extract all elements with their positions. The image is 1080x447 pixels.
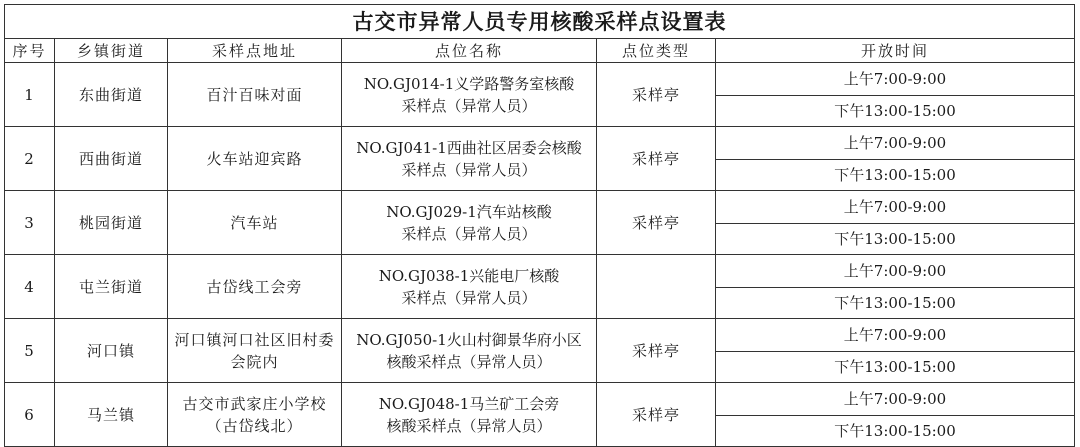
point-name-line-1: NO.GJ029-1汽车站核酸 xyxy=(386,202,552,221)
row-morning-time: 上午7:00-9:00 xyxy=(716,191,1075,224)
header-township: 乡镇街道 xyxy=(55,39,168,63)
row-point-type: 采样亭 xyxy=(597,127,716,191)
row-afternoon-time: 下午13:00-15:00 xyxy=(716,224,1075,255)
row-morning-time: 上午7:00-9:00 xyxy=(716,383,1075,416)
point-name-line-2: 采样点（异常人员） xyxy=(401,288,537,307)
row-address: 河口镇河口社区旧村委会院内 xyxy=(168,319,342,383)
table-row xyxy=(5,255,1075,288)
header-index: 序号 xyxy=(5,39,55,63)
point-name-line-2: 核酸采样点（异常人员） xyxy=(386,416,552,435)
sampling-points-sheet xyxy=(4,4,1074,440)
point-name-line-1: NO.GJ050-1火山村御景华府小区 xyxy=(356,330,582,349)
row-index: 5 xyxy=(5,319,55,383)
row-point-name xyxy=(342,319,597,383)
row-point-type xyxy=(597,255,716,319)
row-index: 6 xyxy=(5,383,55,447)
row-morning-time: 上午7:00-9:00 xyxy=(716,255,1075,288)
row-point-name xyxy=(342,191,597,255)
row-address: 火车站迎宾路 xyxy=(168,127,342,191)
table-title: 古交市异常人员专用核酸采样点设置表 xyxy=(5,5,1075,39)
point-name-line-1: NO.GJ048-1马兰矿工会旁 xyxy=(378,394,560,413)
row-index: 1 xyxy=(5,63,55,127)
row-address: 古交市武家庄小学校（古岱线北） xyxy=(168,383,342,447)
row-point-name xyxy=(342,255,597,319)
row-afternoon-time: 下午13:00-15:00 xyxy=(716,288,1075,319)
row-index: 3 xyxy=(5,191,55,255)
sampling-points-table xyxy=(4,4,1075,447)
header-row xyxy=(5,39,1075,63)
row-afternoon-time: 下午13:00-15:00 xyxy=(716,96,1075,127)
row-township: 桃园街道 xyxy=(55,191,168,255)
row-point-type: 采样亭 xyxy=(597,319,716,383)
row-point-type: 采样亭 xyxy=(597,191,716,255)
row-address: 汽车站 xyxy=(168,191,342,255)
point-name-line-2: 采样点（异常人员） xyxy=(401,96,537,115)
row-township: 屯兰街道 xyxy=(55,255,168,319)
header-point-name: 点位名称 xyxy=(342,39,597,63)
header-address: 采样点地址 xyxy=(168,39,342,63)
row-township: 马兰镇 xyxy=(55,383,168,447)
row-point-name xyxy=(342,63,597,127)
point-name-line-1: NO.GJ014-1义学路警务室核酸 xyxy=(363,74,575,93)
row-point-name xyxy=(342,127,597,191)
row-afternoon-time: 下午13:00-15:00 xyxy=(716,160,1075,191)
row-index: 2 xyxy=(5,127,55,191)
title-row xyxy=(5,5,1075,39)
row-township: 西曲街道 xyxy=(55,127,168,191)
table-row xyxy=(5,319,1075,352)
table-row xyxy=(5,383,1075,416)
table-row xyxy=(5,63,1075,96)
row-township: 东曲街道 xyxy=(55,63,168,127)
row-address: 百汁百味对面 xyxy=(168,63,342,127)
row-afternoon-time: 下午13:00-15:00 xyxy=(716,352,1075,383)
point-name-line-2: 核酸采样点（异常人员） xyxy=(386,352,552,371)
row-point-name xyxy=(342,383,597,447)
row-morning-time: 上午7:00-9:00 xyxy=(716,319,1075,352)
table-row xyxy=(5,191,1075,224)
row-point-type: 采样亭 xyxy=(597,63,716,127)
row-township: 河口镇 xyxy=(55,319,168,383)
point-name-line-2: 采样点（异常人员） xyxy=(401,224,537,243)
header-open-time: 开放时间 xyxy=(716,39,1075,63)
row-index: 4 xyxy=(5,255,55,319)
point-name-line-1: NO.GJ041-1西曲社区居委会核酸 xyxy=(356,138,582,157)
point-name-line-2: 采样点（异常人员） xyxy=(401,160,537,179)
point-name-line-1: NO.GJ038-1兴能电厂核酸 xyxy=(378,266,560,285)
row-address: 古岱线工会旁 xyxy=(168,255,342,319)
row-morning-time: 上午7:00-9:00 xyxy=(716,127,1075,160)
table-row xyxy=(5,127,1075,160)
row-afternoon-time: 下午13:00-15:00 xyxy=(716,416,1075,447)
header-point-type: 点位类型 xyxy=(597,39,716,63)
row-point-type: 采样亭 xyxy=(597,383,716,447)
row-morning-time: 上午7:00-9:00 xyxy=(716,63,1075,96)
